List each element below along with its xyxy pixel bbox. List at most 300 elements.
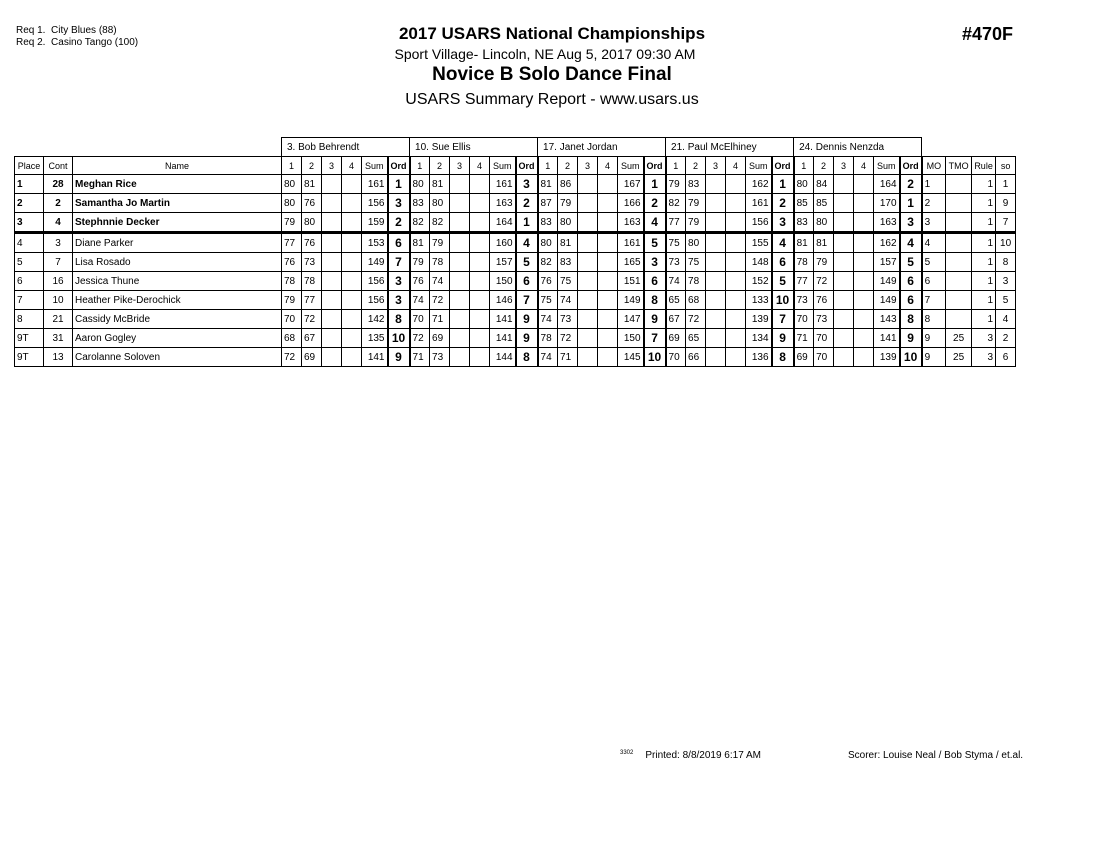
judge-ordinal-cell: 8 bbox=[388, 310, 410, 329]
judge-score-cell bbox=[598, 233, 618, 253]
judge-sum-cell: 142 bbox=[362, 310, 388, 329]
judge-score-cell: 76 bbox=[814, 291, 834, 310]
judge-score-cell: 81 bbox=[302, 175, 322, 194]
judge-score-cell: 84 bbox=[814, 175, 834, 194]
judge-ordinal-cell: 10 bbox=[900, 348, 922, 367]
judge-score-cell: 73 bbox=[814, 310, 834, 329]
judge-score-cell: 68 bbox=[282, 329, 302, 348]
judge-ordinal-cell: 6 bbox=[644, 272, 666, 291]
judge-score-cell bbox=[706, 291, 726, 310]
judge-ordinal-cell: 10 bbox=[772, 291, 794, 310]
judge-score-cell: 79 bbox=[686, 194, 706, 213]
rule-cell: 1 bbox=[972, 253, 996, 272]
judge-score-cell: 65 bbox=[686, 329, 706, 348]
judge-ordinal-cell: 6 bbox=[772, 253, 794, 272]
judge-ordinal-cell: 5 bbox=[900, 253, 922, 272]
judge-score-cell bbox=[854, 329, 874, 348]
judge-score-cell bbox=[834, 213, 854, 233]
judge-score-cell: 70 bbox=[410, 310, 430, 329]
judge-ordinal-cell: 8 bbox=[516, 348, 538, 367]
judge-score-cell: 75 bbox=[686, 253, 706, 272]
judge-ordinal-cell: 2 bbox=[644, 194, 666, 213]
judge-ordinal-cell: 4 bbox=[516, 233, 538, 253]
judge-score-cell bbox=[726, 233, 746, 253]
judge-score-cell bbox=[726, 348, 746, 367]
judge-ordinal-cell: 6 bbox=[900, 272, 922, 291]
report-code: 3302 bbox=[620, 750, 634, 756]
judge-ordinal-cell: 6 bbox=[388, 233, 410, 253]
judge-score-cell bbox=[854, 233, 874, 253]
place-cell: 3 bbox=[15, 213, 44, 233]
judge-score-cell: 72 bbox=[282, 348, 302, 367]
judge-score-cell: 74 bbox=[410, 291, 430, 310]
judge-score-cell bbox=[706, 233, 726, 253]
judge-score-cell: 87 bbox=[538, 194, 558, 213]
judge-score-cell bbox=[854, 194, 874, 213]
column-header-judge-score: 3 bbox=[706, 157, 726, 175]
judge-score-cell bbox=[854, 310, 874, 329]
judge-sum-cell: 156 bbox=[362, 291, 388, 310]
table-row bbox=[15, 291, 1016, 310]
judge-ordinal-cell: 3 bbox=[388, 291, 410, 310]
table-row bbox=[15, 272, 1016, 291]
judge-ordinal-cell: 6 bbox=[516, 272, 538, 291]
judge-score-cell bbox=[470, 175, 490, 194]
judge-sum-cell: 162 bbox=[746, 175, 772, 194]
judge-sum-cell: 150 bbox=[490, 272, 516, 291]
judge-score-cell: 70 bbox=[814, 329, 834, 348]
judge-sum-cell: 135 bbox=[362, 329, 388, 348]
column-header-judge-sum: Sum bbox=[490, 157, 516, 175]
column-header-judge-ord: Ord bbox=[644, 157, 666, 175]
judge-sum-cell: 149 bbox=[618, 291, 644, 310]
judge-header-row bbox=[15, 138, 1016, 157]
tmo-cell bbox=[946, 233, 972, 253]
judge-score-cell bbox=[578, 348, 598, 367]
requirement-1: Req 1. City Blues (88) bbox=[16, 25, 117, 36]
judge-sum-cell: 159 bbox=[362, 213, 388, 233]
judge-score-cell: 80 bbox=[302, 213, 322, 233]
judge-score-cell bbox=[450, 175, 470, 194]
judge-score-cell bbox=[342, 291, 362, 310]
judge-score-cell bbox=[834, 272, 854, 291]
judge-score-cell bbox=[706, 348, 726, 367]
rule-cell: 3 bbox=[972, 329, 996, 348]
column-header-judge-score: 1 bbox=[666, 157, 686, 175]
judge-ordinal-cell: 2 bbox=[516, 194, 538, 213]
judge-score-cell bbox=[706, 175, 726, 194]
judge-score-cell bbox=[726, 291, 746, 310]
judge-score-cell: 76 bbox=[302, 233, 322, 253]
judge-ordinal-cell: 8 bbox=[644, 291, 666, 310]
judge-score-cell: 82 bbox=[430, 213, 450, 233]
judge-score-cell bbox=[598, 272, 618, 291]
judge-score-cell: 73 bbox=[558, 310, 578, 329]
place-cell: 5 bbox=[15, 253, 44, 272]
tmo-cell: 25 bbox=[946, 329, 972, 348]
judge-sum-cell: 156 bbox=[746, 213, 772, 233]
judge-score-cell bbox=[598, 253, 618, 272]
judge-score-cell: 74 bbox=[538, 310, 558, 329]
judge-score-cell bbox=[470, 213, 490, 233]
judge-ordinal-cell: 7 bbox=[516, 291, 538, 310]
rule-cell: 1 bbox=[972, 213, 996, 233]
mo-cell: 1 bbox=[922, 175, 946, 194]
judge-score-cell: 76 bbox=[538, 272, 558, 291]
judge-score-cell bbox=[450, 348, 470, 367]
judge-sum-cell: 161 bbox=[490, 175, 516, 194]
mo-cell: 8 bbox=[922, 310, 946, 329]
column-header-judge-score: 3 bbox=[578, 157, 598, 175]
judge-score-cell bbox=[854, 291, 874, 310]
results-table bbox=[14, 137, 1016, 367]
judge-score-cell: 74 bbox=[558, 291, 578, 310]
judge-score-cell: 72 bbox=[302, 310, 322, 329]
judge-score-cell bbox=[342, 175, 362, 194]
judge-score-cell: 67 bbox=[302, 329, 322, 348]
judge-ordinal-cell: 7 bbox=[772, 310, 794, 329]
judge-score-cell: 82 bbox=[410, 213, 430, 233]
judge-score-cell bbox=[834, 175, 854, 194]
judge-score-cell bbox=[342, 348, 362, 367]
judge-score-cell: 81 bbox=[814, 233, 834, 253]
contestant-number-cell: 3 bbox=[44, 233, 73, 253]
judge-score-cell bbox=[834, 329, 854, 348]
skater-name-cell: Heather Pike-Derochick bbox=[73, 291, 282, 310]
blank-cell bbox=[922, 138, 1016, 157]
judge-score-cell bbox=[598, 291, 618, 310]
so-cell: 5 bbox=[996, 291, 1016, 310]
scorer-line: Scorer: Louise Neal / Bob Styma / et.al. bbox=[848, 750, 1024, 761]
judge-score-cell bbox=[450, 329, 470, 348]
judge-ordinal-cell: 2 bbox=[388, 213, 410, 233]
judge-score-cell bbox=[578, 310, 598, 329]
table-row bbox=[15, 175, 1016, 194]
judge-sum-cell: 157 bbox=[874, 253, 900, 272]
column-header-judge-ord: Ord bbox=[516, 157, 538, 175]
skater-name-cell: Meghan Rice bbox=[73, 175, 282, 194]
judge-sum-cell: 163 bbox=[618, 213, 644, 233]
judge-score-cell bbox=[450, 272, 470, 291]
judge-score-cell bbox=[598, 194, 618, 213]
judge-ordinal-cell: 1 bbox=[900, 194, 922, 213]
judge-sum-cell: 167 bbox=[618, 175, 644, 194]
judge-score-cell: 83 bbox=[558, 253, 578, 272]
judge-score-cell: 77 bbox=[282, 233, 302, 253]
judge-score-cell: 70 bbox=[666, 348, 686, 367]
judge-score-cell: 71 bbox=[410, 348, 430, 367]
judge-score-cell bbox=[470, 329, 490, 348]
judge-name: 10. Sue Ellis bbox=[410, 138, 538, 157]
judge-score-cell bbox=[322, 348, 342, 367]
judge-sum-cell: 148 bbox=[746, 253, 772, 272]
table-row bbox=[15, 329, 1016, 348]
judge-score-cell bbox=[854, 213, 874, 233]
judge-score-cell: 72 bbox=[686, 310, 706, 329]
judge-sum-cell: 149 bbox=[874, 272, 900, 291]
judge-score-cell bbox=[598, 329, 618, 348]
judge-score-cell bbox=[342, 272, 362, 291]
judge-score-cell bbox=[578, 233, 598, 253]
judge-score-cell: 79 bbox=[430, 233, 450, 253]
judge-score-cell: 68 bbox=[686, 291, 706, 310]
judge-score-cell bbox=[706, 194, 726, 213]
column-header-judge-sum: Sum bbox=[874, 157, 900, 175]
judge-score-cell bbox=[854, 253, 874, 272]
column-header-judge-ord: Ord bbox=[900, 157, 922, 175]
place-cell: 6 bbox=[15, 272, 44, 291]
judge-score-cell: 79 bbox=[282, 213, 302, 233]
judge-score-cell: 80 bbox=[558, 213, 578, 233]
judge-sum-cell: 153 bbox=[362, 233, 388, 253]
rule-cell: 1 bbox=[972, 291, 996, 310]
judge-score-cell: 83 bbox=[686, 175, 706, 194]
so-cell: 10 bbox=[996, 233, 1016, 253]
column-header-name: Name bbox=[73, 157, 282, 175]
skater-name-cell: Carolanne Soloven bbox=[73, 348, 282, 367]
judge-score-cell bbox=[578, 213, 598, 233]
judge-ordinal-cell: 9 bbox=[772, 329, 794, 348]
judge-score-cell: 65 bbox=[666, 291, 686, 310]
judge-name: 17. Janet Jordan bbox=[538, 138, 666, 157]
tmo-cell: 25 bbox=[946, 348, 972, 367]
table-row bbox=[15, 348, 1016, 367]
judge-score-cell bbox=[598, 310, 618, 329]
judge-score-cell bbox=[470, 233, 490, 253]
contestant-number-cell: 7 bbox=[44, 253, 73, 272]
skater-name-cell: Jessica Thune bbox=[73, 272, 282, 291]
judge-score-cell bbox=[342, 253, 362, 272]
judge-score-cell: 80 bbox=[794, 175, 814, 194]
column-header-row bbox=[15, 157, 1016, 175]
judge-sum-cell: 139 bbox=[746, 310, 772, 329]
venue-line: Sport Village- Lincoln, NE Aug 5, 2017 09:30 AM bbox=[394, 46, 696, 62]
column-header-judge-score: 1 bbox=[794, 157, 814, 175]
mo-cell: 4 bbox=[922, 233, 946, 253]
judge-score-cell bbox=[450, 291, 470, 310]
column-header-judge-score: 1 bbox=[538, 157, 558, 175]
judge-score-cell bbox=[726, 194, 746, 213]
column-header-judge-score: 2 bbox=[686, 157, 706, 175]
judge-ordinal-cell: 6 bbox=[900, 291, 922, 310]
judge-sum-cell: 161 bbox=[618, 233, 644, 253]
judge-score-cell: 69 bbox=[794, 348, 814, 367]
judge-score-cell: 73 bbox=[430, 348, 450, 367]
table-row bbox=[15, 233, 1016, 253]
column-header-judge-score: 1 bbox=[410, 157, 430, 175]
judge-score-cell bbox=[450, 253, 470, 272]
judge-sum-cell: 162 bbox=[874, 233, 900, 253]
judge-score-cell: 70 bbox=[282, 310, 302, 329]
judge-score-cell: 83 bbox=[794, 213, 814, 233]
rule-cell: 1 bbox=[972, 194, 996, 213]
mo-cell: 9 bbox=[922, 348, 946, 367]
so-cell: 8 bbox=[996, 253, 1016, 272]
so-cell: 3 bbox=[996, 272, 1016, 291]
tmo-cell bbox=[946, 175, 972, 194]
judge-score-cell bbox=[322, 233, 342, 253]
column-header-judge-score: 4 bbox=[854, 157, 874, 175]
judge-score-cell bbox=[726, 310, 746, 329]
judge-sum-cell: 161 bbox=[746, 194, 772, 213]
judge-sum-cell: 134 bbox=[746, 329, 772, 348]
judge-score-cell: 81 bbox=[410, 233, 430, 253]
judge-score-cell bbox=[322, 213, 342, 233]
judge-score-cell bbox=[706, 310, 726, 329]
tmo-cell bbox=[946, 310, 972, 329]
column-header-place: Place bbox=[15, 157, 44, 175]
mo-cell: 3 bbox=[922, 213, 946, 233]
judge-ordinal-cell: 9 bbox=[388, 348, 410, 367]
judge-score-cell: 66 bbox=[686, 348, 706, 367]
judge-name: 3. Bob Behrendt bbox=[282, 138, 410, 157]
judge-score-cell bbox=[726, 329, 746, 348]
skater-name-cell: Cassidy McBride bbox=[73, 310, 282, 329]
judge-sum-cell: 141 bbox=[490, 310, 516, 329]
judge-score-cell: 82 bbox=[538, 253, 558, 272]
judge-sum-cell: 156 bbox=[362, 194, 388, 213]
judge-score-cell: 67 bbox=[666, 310, 686, 329]
judge-score-cell bbox=[726, 253, 746, 272]
judge-score-cell bbox=[834, 291, 854, 310]
judge-score-cell bbox=[726, 272, 746, 291]
event-title: Novice B Solo Dance Final bbox=[432, 64, 672, 85]
judge-sum-cell: 164 bbox=[490, 213, 516, 233]
judge-ordinal-cell: 2 bbox=[900, 175, 922, 194]
judge-score-cell: 80 bbox=[430, 194, 450, 213]
judge-sum-cell: 160 bbox=[490, 233, 516, 253]
judge-score-cell: 80 bbox=[410, 175, 430, 194]
column-header-judge-sum: Sum bbox=[362, 157, 388, 175]
judge-score-cell: 74 bbox=[666, 272, 686, 291]
rule-cell: 1 bbox=[972, 310, 996, 329]
judge-score-cell: 71 bbox=[558, 348, 578, 367]
judge-ordinal-cell: 4 bbox=[644, 213, 666, 233]
judge-score-cell: 78 bbox=[794, 253, 814, 272]
place-cell: 9T bbox=[15, 348, 44, 367]
judge-sum-cell: 163 bbox=[874, 213, 900, 233]
judge-score-cell bbox=[342, 310, 362, 329]
rule-cell: 1 bbox=[972, 175, 996, 194]
judge-ordinal-cell: 10 bbox=[388, 329, 410, 348]
column-header-judge-score: 2 bbox=[814, 157, 834, 175]
skater-name-cell: Stephnnie Decker bbox=[73, 213, 282, 233]
judge-score-cell: 83 bbox=[410, 194, 430, 213]
judge-sum-cell: 141 bbox=[874, 329, 900, 348]
judge-sum-cell: 155 bbox=[746, 233, 772, 253]
column-header-judge-score: 3 bbox=[322, 157, 342, 175]
judge-score-cell bbox=[450, 233, 470, 253]
judge-score-cell: 80 bbox=[538, 233, 558, 253]
so-cell: 6 bbox=[996, 348, 1016, 367]
judge-ordinal-cell: 10 bbox=[644, 348, 666, 367]
judge-score-cell bbox=[470, 291, 490, 310]
judge-score-cell bbox=[450, 310, 470, 329]
judge-score-cell bbox=[706, 253, 726, 272]
judge-score-cell: 73 bbox=[666, 253, 686, 272]
place-cell: 4 bbox=[15, 233, 44, 253]
column-header-judge-score: 2 bbox=[558, 157, 578, 175]
judge-sum-cell: 139 bbox=[874, 348, 900, 367]
judge-score-cell: 81 bbox=[558, 233, 578, 253]
judge-score-cell bbox=[322, 310, 342, 329]
column-header-judge-ord: Ord bbox=[388, 157, 410, 175]
judge-score-cell: 69 bbox=[430, 329, 450, 348]
judge-score-cell: 75 bbox=[538, 291, 558, 310]
judge-score-cell: 86 bbox=[558, 175, 578, 194]
judge-score-cell: 69 bbox=[666, 329, 686, 348]
judge-score-cell bbox=[726, 175, 746, 194]
judge-ordinal-cell: 8 bbox=[900, 310, 922, 329]
contestant-number-cell: 16 bbox=[44, 272, 73, 291]
judge-ordinal-cell: 5 bbox=[772, 272, 794, 291]
judge-ordinal-cell: 4 bbox=[900, 233, 922, 253]
contestant-number-cell: 2 bbox=[44, 194, 73, 213]
judge-score-cell: 79 bbox=[814, 253, 834, 272]
judge-sum-cell: 145 bbox=[618, 348, 644, 367]
blank-cell bbox=[15, 138, 282, 157]
mo-cell: 2 bbox=[922, 194, 946, 213]
judge-score-cell: 70 bbox=[814, 348, 834, 367]
judge-ordinal-cell: 8 bbox=[772, 348, 794, 367]
judge-score-cell bbox=[598, 213, 618, 233]
judge-ordinal-cell: 3 bbox=[772, 213, 794, 233]
judge-score-cell: 72 bbox=[814, 272, 834, 291]
judge-ordinal-cell: 3 bbox=[516, 175, 538, 194]
column-header-judge-score: 4 bbox=[598, 157, 618, 175]
judge-ordinal-cell: 9 bbox=[644, 310, 666, 329]
column-header-judge-score: 2 bbox=[302, 157, 322, 175]
judge-score-cell bbox=[322, 194, 342, 213]
judge-score-cell: 85 bbox=[814, 194, 834, 213]
judge-score-cell: 72 bbox=[430, 291, 450, 310]
place-cell: 7 bbox=[15, 291, 44, 310]
judge-sum-cell: 149 bbox=[362, 253, 388, 272]
rule-cell: 3 bbox=[972, 348, 996, 367]
place-cell: 2 bbox=[15, 194, 44, 213]
judge-score-cell bbox=[578, 253, 598, 272]
column-header-judge-score: 4 bbox=[470, 157, 490, 175]
column-header-judge-score: 4 bbox=[342, 157, 362, 175]
judge-sum-cell: 165 bbox=[618, 253, 644, 272]
judge-score-cell bbox=[834, 253, 854, 272]
judge-score-cell bbox=[578, 329, 598, 348]
report-subtitle: USARS Summary Report - www.usars.us bbox=[405, 91, 699, 108]
contestant-number-cell: 28 bbox=[44, 175, 73, 194]
judge-ordinal-cell: 1 bbox=[516, 213, 538, 233]
tmo-cell bbox=[946, 272, 972, 291]
judge-score-cell: 80 bbox=[814, 213, 834, 233]
column-header-tmo: TMO bbox=[946, 157, 972, 175]
judge-sum-cell: 170 bbox=[874, 194, 900, 213]
judge-score-cell: 76 bbox=[302, 194, 322, 213]
column-header-mo: MO bbox=[922, 157, 946, 175]
judge-score-cell: 85 bbox=[794, 194, 814, 213]
judge-ordinal-cell: 1 bbox=[388, 175, 410, 194]
judge-sum-cell: 146 bbox=[490, 291, 516, 310]
judge-ordinal-cell: 3 bbox=[388, 272, 410, 291]
judge-score-cell bbox=[322, 272, 342, 291]
judge-ordinal-cell: 9 bbox=[900, 329, 922, 348]
judge-score-cell bbox=[598, 175, 618, 194]
judge-ordinal-cell: 7 bbox=[644, 329, 666, 348]
judge-sum-cell: 136 bbox=[746, 348, 772, 367]
judge-name: 24. Dennis Nenzda bbox=[794, 138, 922, 157]
skater-name-cell: Samantha Jo Martin bbox=[73, 194, 282, 213]
judge-ordinal-cell: 2 bbox=[772, 194, 794, 213]
judge-score-cell bbox=[598, 348, 618, 367]
judge-sum-cell: 156 bbox=[362, 272, 388, 291]
